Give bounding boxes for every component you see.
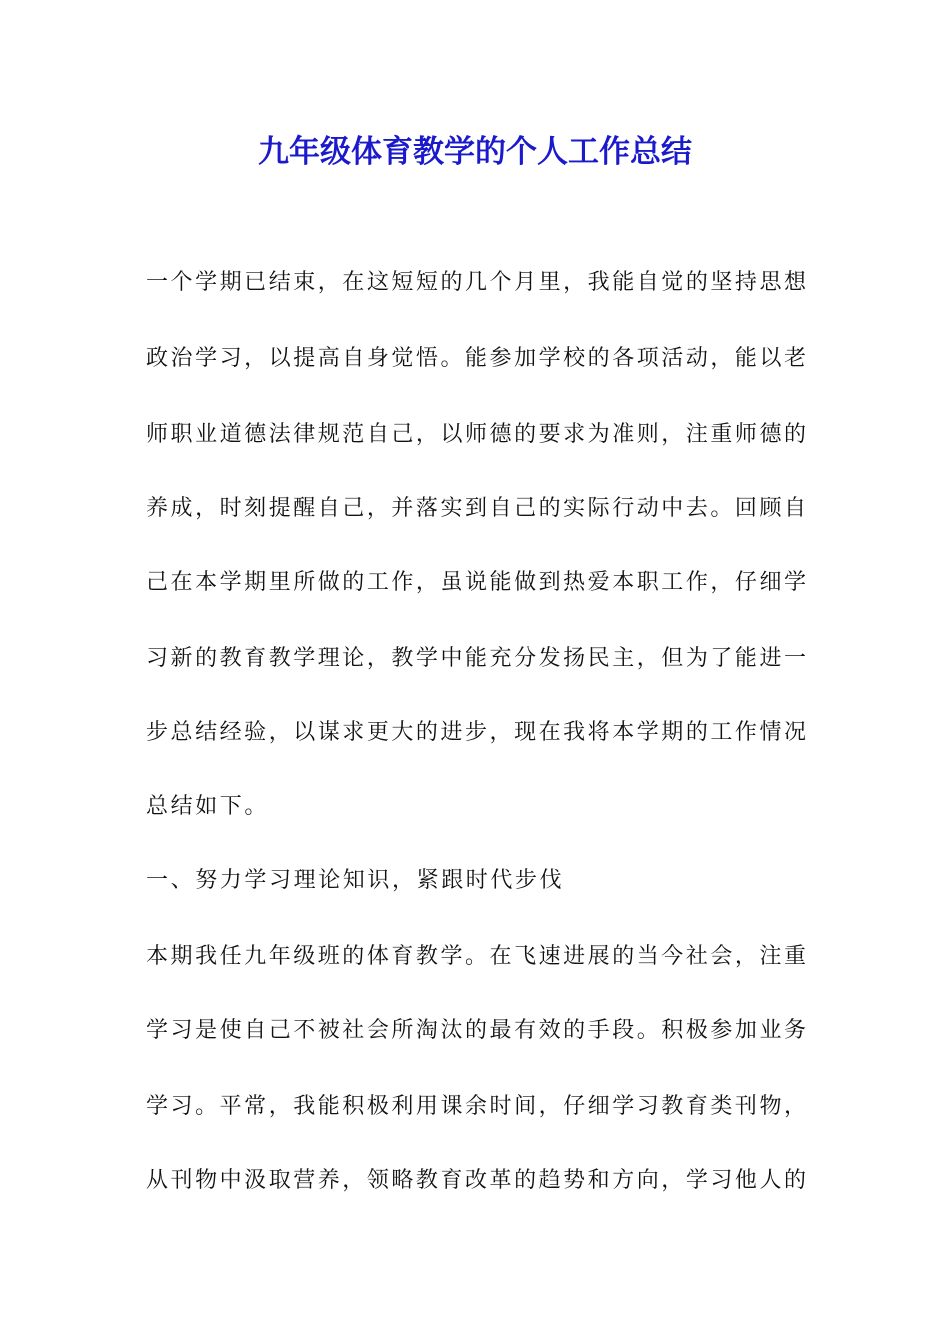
paragraph-line: 本期我任九年级班的体育教学。在飞速进展的当今社会，注重 (146, 944, 806, 969)
paragraph-line: 学习。平常，我能积极利用课余时间，仔细学习教育类刊物， (146, 1094, 806, 1119)
paragraph-line: 总结如下。 (146, 794, 270, 819)
paragraph-line: 师职业道德法律规范自己，以师德的要求为准则，注重师德的 (146, 422, 806, 447)
document-title: 九年级体育教学的个人工作总结 (258, 134, 692, 170)
paragraph-line: 从刊物中汲取营养，领略教育改革的趋势和方向，学习他人的 (146, 1168, 806, 1193)
paragraph-line: 己在本学期里所做的工作，虽说能做到热爱本职工作，仔细学 (146, 570, 806, 595)
paragraph-line: 养成，时刻提醒自己，并落实到自己的实际行动中去。回顾自 (146, 496, 806, 521)
paragraph-line: 步总结经验，以谋求更大的进步，现在我将本学期的工作情况 (146, 720, 806, 745)
section-heading: 一、努力学习理论知识，紧跟时代步伐 (146, 868, 565, 893)
paragraph-line: 政治学习，以提高自身觉悟。能参加学校的各项活动，能以老 (146, 346, 806, 371)
paragraph-line: 一个学期已结束，在这短短的几个月里，我能自觉的坚持思想 (146, 270, 806, 295)
paragraph-line: 习新的教育教学理论，教学中能充分发扬民主，但为了能进一 (146, 646, 806, 671)
paragraph-line: 学习是使自己不被社会所淘汰的最有效的手段。积极参加业务 (146, 1018, 806, 1043)
